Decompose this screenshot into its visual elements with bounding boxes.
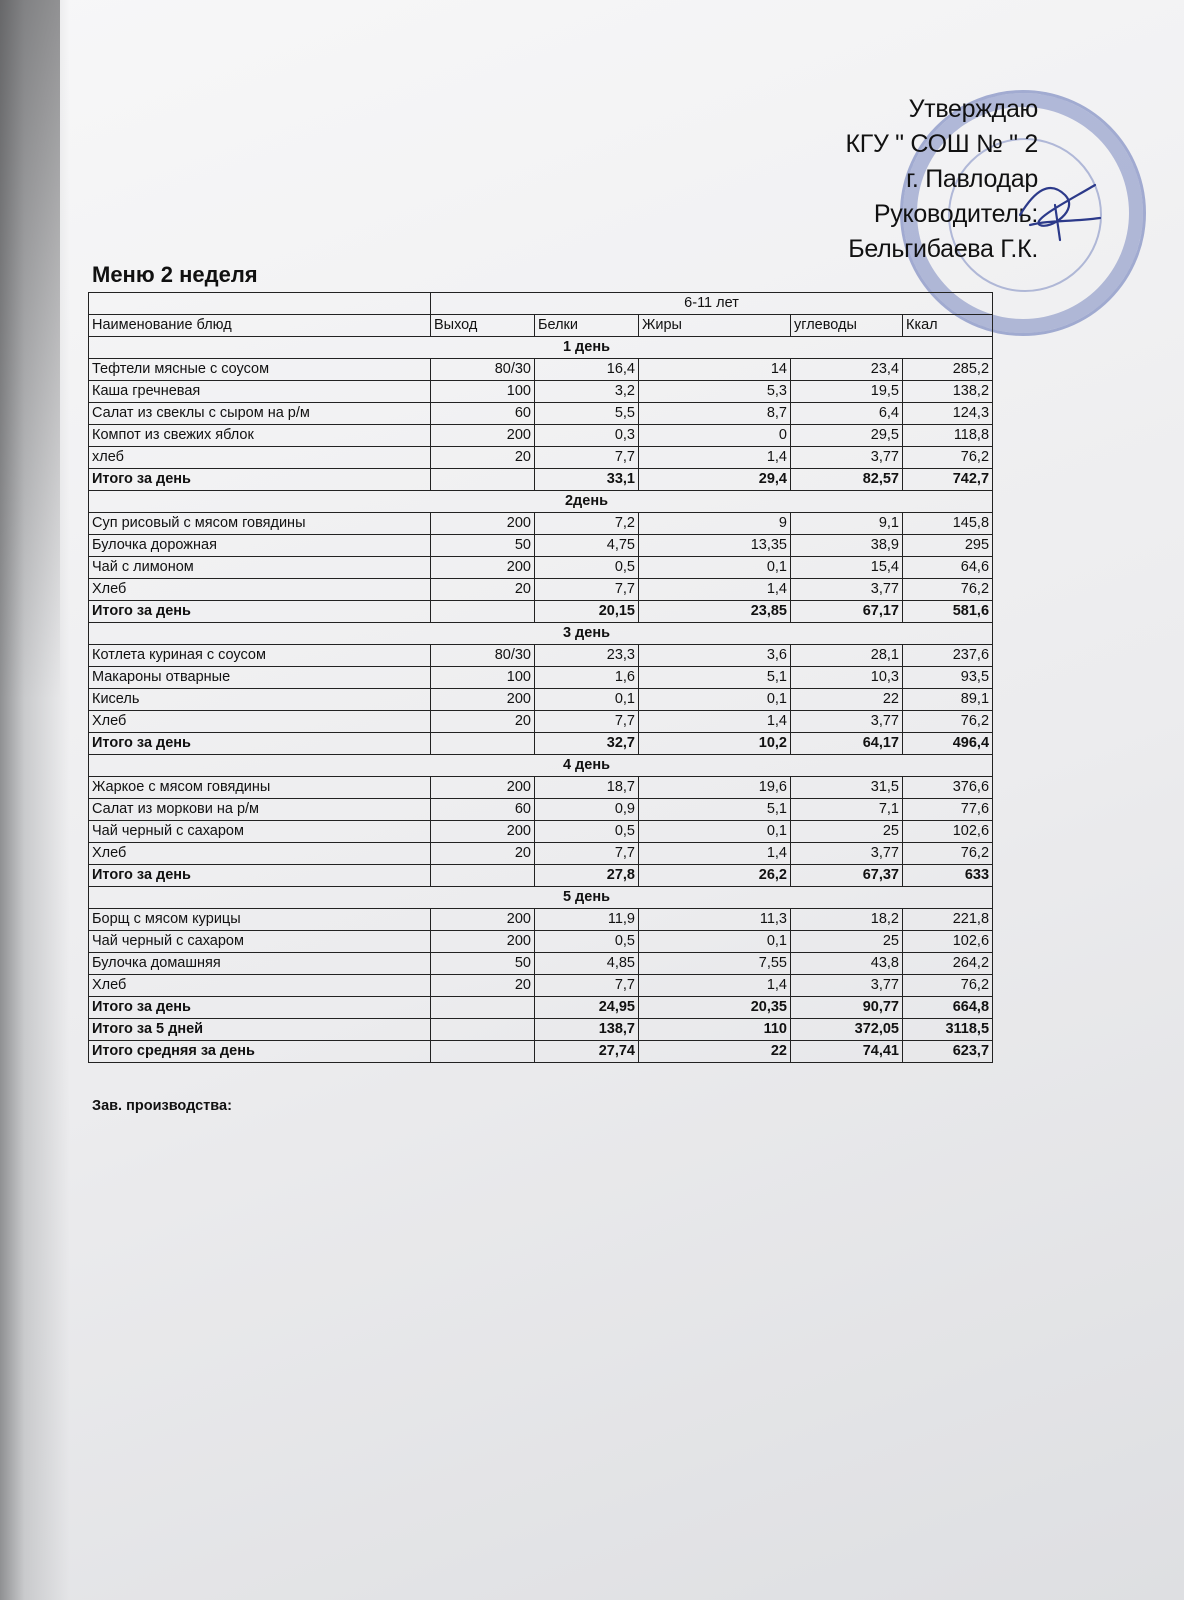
fat-cell: 22	[639, 1041, 791, 1063]
fat-cell: 0	[639, 425, 791, 447]
fat-cell: 10,2	[639, 733, 791, 755]
kcal-cell: 138,2	[903, 381, 993, 403]
fat-cell: 8,7	[639, 403, 791, 425]
fat-cell: 5,1	[639, 799, 791, 821]
carbs-cell: 43,8	[791, 953, 903, 975]
carbs-cell: 31,5	[791, 777, 903, 799]
protein-cell: 5,5	[535, 403, 639, 425]
carbs-cell: 3,77	[791, 975, 903, 997]
kcal-cell: 124,3	[903, 403, 993, 425]
kcal-cell: 102,6	[903, 821, 993, 843]
protein-cell: 4,85	[535, 953, 639, 975]
kcal-cell: 376,6	[903, 777, 993, 799]
kcal-cell: 237,6	[903, 645, 993, 667]
carbs-cell: 23,4	[791, 359, 903, 381]
portion-cell	[431, 1019, 535, 1041]
day-total-row	[89, 865, 993, 887]
dish-name-cell: Хлеб	[89, 843, 431, 865]
carbs-cell: 19,5	[791, 381, 903, 403]
dish-name-cell: Жаркое с мясом говядины	[89, 777, 431, 799]
table-row	[89, 425, 993, 447]
table-row	[89, 667, 993, 689]
table-row	[89, 359, 993, 381]
portion-cell: 50	[431, 953, 535, 975]
protein-cell: 0,5	[535, 821, 639, 843]
grand-total-row	[89, 1019, 993, 1041]
carbs-cell: 22	[791, 689, 903, 711]
carbs-cell: 3,77	[791, 843, 903, 865]
day-header-row	[89, 623, 993, 645]
dish-name-cell: Булочка дорожная	[89, 535, 431, 557]
protein-cell: 138,7	[535, 1019, 639, 1041]
fat-cell: 11,3	[639, 909, 791, 931]
dish-name-cell: Борщ с мясом курицы	[89, 909, 431, 931]
carbs-cell: 82,57	[791, 469, 903, 491]
dish-name-cell: Чай черный с сахаром	[89, 931, 431, 953]
day-header-row	[89, 491, 993, 513]
dish-name-cell: Итого за день	[89, 997, 431, 1019]
day-spacer-cell	[639, 337, 993, 359]
fat-cell: 7,55	[639, 953, 791, 975]
carbs-cell: 64,17	[791, 733, 903, 755]
table-row	[89, 447, 993, 469]
kcal-cell: 664,8	[903, 997, 993, 1019]
protein-cell: 7,7	[535, 975, 639, 997]
page-corner-shadow	[0, 0, 60, 700]
day-spacer-cell	[89, 623, 535, 645]
dish-name-cell: Итого за день	[89, 469, 431, 491]
portion-cell: 100	[431, 667, 535, 689]
age-group-row	[89, 293, 993, 315]
carbs-cell: 6,4	[791, 403, 903, 425]
dish-name-cell: Итого за день	[89, 733, 431, 755]
table-row	[89, 513, 993, 535]
fat-cell: 23,85	[639, 601, 791, 623]
dish-name-cell: Чай с лимоном	[89, 557, 431, 579]
kcal-cell: 3118,5	[903, 1019, 993, 1041]
carbs-cell: 38,9	[791, 535, 903, 557]
kcal-cell: 742,7	[903, 469, 993, 491]
fat-cell: 0,1	[639, 557, 791, 579]
day-total-row	[89, 469, 993, 491]
protein-cell: 0,3	[535, 425, 639, 447]
fat-cell: 110	[639, 1019, 791, 1041]
protein-cell: 20,15	[535, 601, 639, 623]
kcal-cell: 89,1	[903, 689, 993, 711]
table-row	[89, 799, 993, 821]
portion-cell	[431, 1041, 535, 1063]
portion-cell: 60	[431, 799, 535, 821]
carbs-cell: 90,77	[791, 997, 903, 1019]
portion-cell	[431, 733, 535, 755]
day-spacer-cell	[89, 887, 535, 909]
carbs-cell: 10,3	[791, 667, 903, 689]
table-row	[89, 777, 993, 799]
day-label: 3 день	[535, 623, 639, 645]
portion-cell: 80/30	[431, 645, 535, 667]
fat-cell: 20,35	[639, 997, 791, 1019]
kcal-cell: 102,6	[903, 931, 993, 953]
kcal-cell: 633	[903, 865, 993, 887]
table-row	[89, 535, 993, 557]
approval-line: Бельгибаева Г.К.	[848, 235, 1038, 263]
fat-cell: 26,2	[639, 865, 791, 887]
table-row	[89, 711, 993, 733]
dish-name-cell: Итого за день	[89, 865, 431, 887]
column-header: Наименование блюд	[89, 315, 431, 337]
protein-cell: 7,7	[535, 447, 639, 469]
day-spacer-cell	[639, 623, 993, 645]
portion-cell: 20	[431, 843, 535, 865]
carbs-cell: 67,37	[791, 865, 903, 887]
portion-cell: 200	[431, 689, 535, 711]
protein-cell: 7,7	[535, 579, 639, 601]
protein-cell: 7,7	[535, 711, 639, 733]
fat-cell: 14	[639, 359, 791, 381]
dish-name-cell: Каша гречневая	[89, 381, 431, 403]
day-label: 1 день	[535, 337, 639, 359]
day-spacer-cell	[89, 755, 535, 777]
portion-cell: 200	[431, 777, 535, 799]
dish-name-cell: Кисель	[89, 689, 431, 711]
approval-line: Руководитель:	[873, 200, 1038, 228]
dish-name-cell: Салат из свеклы с сыром на р/м	[89, 403, 431, 425]
dish-name-cell: Компот из свежих яблок	[89, 425, 431, 447]
protein-cell: 0,1	[535, 689, 639, 711]
day-total-row	[89, 997, 993, 1019]
dish-name-cell: Итого за 5 дней	[89, 1019, 431, 1041]
protein-cell: 0,9	[535, 799, 639, 821]
day-label: 4 день	[535, 755, 639, 777]
kcal-cell: 581,6	[903, 601, 993, 623]
protein-cell: 33,1	[535, 469, 639, 491]
protein-cell: 24,95	[535, 997, 639, 1019]
protein-cell: 3,2	[535, 381, 639, 403]
approval-line: КГУ " СОШ № " 2	[845, 130, 1038, 158]
table-row	[89, 843, 993, 865]
column-header: Жиры	[639, 315, 791, 337]
portion-cell	[431, 865, 535, 887]
portion-cell: 20	[431, 975, 535, 997]
table-row	[89, 645, 993, 667]
portion-cell: 200	[431, 425, 535, 447]
protein-cell: 4,75	[535, 535, 639, 557]
carbs-cell: 25	[791, 821, 903, 843]
kcal-cell: 145,8	[903, 513, 993, 535]
carbs-cell: 372,05	[791, 1019, 903, 1041]
day-total-row	[89, 733, 993, 755]
portion-cell: 60	[431, 403, 535, 425]
column-header-row	[89, 315, 993, 337]
day-spacer-cell	[639, 887, 993, 909]
carbs-cell: 7,1	[791, 799, 903, 821]
dish-name-cell: Хлеб	[89, 579, 431, 601]
fat-cell: 19,6	[639, 777, 791, 799]
fat-cell: 1,4	[639, 579, 791, 601]
kcal-cell: 77,6	[903, 799, 993, 821]
portion-cell	[431, 469, 535, 491]
kcal-cell: 496,4	[903, 733, 993, 755]
portion-cell: 200	[431, 557, 535, 579]
fat-cell: 1,4	[639, 711, 791, 733]
empty-header-cell	[89, 293, 431, 315]
day-header-row	[89, 337, 993, 359]
protein-cell: 7,7	[535, 843, 639, 865]
portion-cell: 20	[431, 579, 535, 601]
portion-cell: 20	[431, 711, 535, 733]
protein-cell: 1,6	[535, 667, 639, 689]
portion-cell: 80/30	[431, 359, 535, 381]
kcal-cell: 76,2	[903, 975, 993, 997]
kcal-cell: 64,6	[903, 557, 993, 579]
column-header: Белки	[535, 315, 639, 337]
table-row	[89, 909, 993, 931]
fat-cell: 3,6	[639, 645, 791, 667]
kcal-cell: 264,2	[903, 953, 993, 975]
dish-name-cell: Хлеб	[89, 975, 431, 997]
kcal-cell: 118,8	[903, 425, 993, 447]
fat-cell: 5,1	[639, 667, 791, 689]
portion-cell	[431, 997, 535, 1019]
approval-line: Утверждаю	[908, 95, 1038, 123]
page-title: Меню 2 неделя	[92, 262, 258, 287]
kcal-cell: 76,2	[903, 711, 993, 733]
dish-name-cell: Булочка домашняя	[89, 953, 431, 975]
protein-cell: 32,7	[535, 733, 639, 755]
menu-table	[88, 292, 993, 1063]
fat-cell: 0,1	[639, 931, 791, 953]
day-spacer-cell	[89, 491, 535, 513]
kcal-cell: 285,2	[903, 359, 993, 381]
kcal-cell: 623,7	[903, 1041, 993, 1063]
table-row	[89, 953, 993, 975]
table-row	[89, 557, 993, 579]
production-manager-label: Зав. производства:	[92, 1098, 232, 1114]
day-header-row	[89, 887, 993, 909]
dish-name-cell: Чай черный с сахаром	[89, 821, 431, 843]
table-row	[89, 381, 993, 403]
fat-cell: 1,4	[639, 975, 791, 997]
kcal-cell: 76,2	[903, 447, 993, 469]
portion-cell: 200	[431, 513, 535, 535]
carbs-cell: 3,77	[791, 579, 903, 601]
carbs-cell: 25	[791, 931, 903, 953]
day-header-row	[89, 755, 993, 777]
age-group-cell: 6-11 лет	[431, 293, 993, 315]
carbs-cell: 29,5	[791, 425, 903, 447]
dish-name-cell: Салат из моркови на р/м	[89, 799, 431, 821]
grand-total-row	[89, 1041, 993, 1063]
protein-cell: 16,4	[535, 359, 639, 381]
protein-cell: 27,8	[535, 865, 639, 887]
table-row	[89, 931, 993, 953]
kcal-cell: 221,8	[903, 909, 993, 931]
portion-cell: 200	[431, 931, 535, 953]
protein-cell: 18,7	[535, 777, 639, 799]
protein-cell: 23,3	[535, 645, 639, 667]
fat-cell: 5,3	[639, 381, 791, 403]
kcal-cell: 76,2	[903, 579, 993, 601]
portion-cell: 200	[431, 909, 535, 931]
dish-name-cell: Макароны отварные	[89, 667, 431, 689]
day-label: 2день	[535, 491, 639, 513]
column-header: Ккал	[903, 315, 993, 337]
portion-cell: 100	[431, 381, 535, 403]
dish-name-cell: Хлеб	[89, 711, 431, 733]
dish-name-cell: Тефтели мясные с соусом	[89, 359, 431, 381]
carbs-cell: 15,4	[791, 557, 903, 579]
carbs-cell: 9,1	[791, 513, 903, 535]
day-spacer-cell	[639, 755, 993, 777]
column-header: Выход	[431, 315, 535, 337]
carbs-cell: 28,1	[791, 645, 903, 667]
kcal-cell: 295	[903, 535, 993, 557]
protein-cell: 0,5	[535, 931, 639, 953]
portion-cell: 20	[431, 447, 535, 469]
signature	[1010, 170, 1110, 250]
protein-cell: 0,5	[535, 557, 639, 579]
table-row	[89, 689, 993, 711]
fat-cell: 13,35	[639, 535, 791, 557]
day-label: 5 день	[535, 887, 639, 909]
day-total-row	[89, 601, 993, 623]
protein-cell: 11,9	[535, 909, 639, 931]
column-header: углеводы	[791, 315, 903, 337]
fat-cell: 29,4	[639, 469, 791, 491]
dish-name-cell: Итого средняя за день	[89, 1041, 431, 1063]
fat-cell: 0,1	[639, 689, 791, 711]
table-row	[89, 975, 993, 997]
fat-cell: 0,1	[639, 821, 791, 843]
kcal-cell: 76,2	[903, 843, 993, 865]
fat-cell: 1,4	[639, 843, 791, 865]
carbs-cell: 67,17	[791, 601, 903, 623]
carbs-cell: 74,41	[791, 1041, 903, 1063]
approval-line: г. Павлодар	[906, 165, 1038, 193]
portion-cell	[431, 601, 535, 623]
carbs-cell: 18,2	[791, 909, 903, 931]
protein-cell: 27,74	[535, 1041, 639, 1063]
dish-name-cell: хлеб	[89, 447, 431, 469]
table-row	[89, 403, 993, 425]
table-row	[89, 821, 993, 843]
carbs-cell: 3,77	[791, 711, 903, 733]
day-spacer-cell	[639, 491, 993, 513]
portion-cell: 50	[431, 535, 535, 557]
day-spacer-cell	[89, 337, 535, 359]
fat-cell: 1,4	[639, 447, 791, 469]
carbs-cell: 3,77	[791, 447, 903, 469]
protein-cell: 7,2	[535, 513, 639, 535]
dish-name-cell: Суп рисовый с мясом говядины	[89, 513, 431, 535]
portion-cell: 200	[431, 821, 535, 843]
kcal-cell: 93,5	[903, 667, 993, 689]
table-row	[89, 579, 993, 601]
dish-name-cell: Котлета куриная с соусом	[89, 645, 431, 667]
fat-cell: 9	[639, 513, 791, 535]
dish-name-cell: Итого за день	[89, 601, 431, 623]
